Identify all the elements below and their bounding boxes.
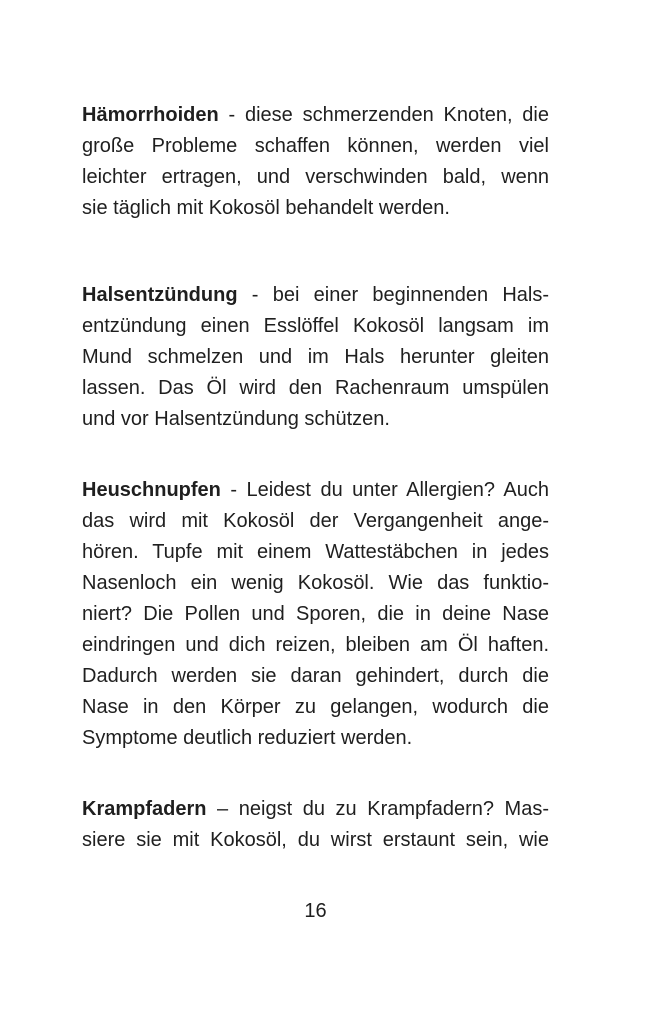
- text-line: lassen. Das Öl wird den Rachenraum umspülen: [82, 377, 549, 399]
- page-number: 16: [304, 900, 327, 922]
- paragraph-lead: Hämorrhoiden: [82, 104, 219, 126]
- paragraph-lead: Heuschnupfen: [82, 479, 221, 501]
- text-line: entzündung einen Esslöffel Kokosöl langsam im: [82, 315, 549, 337]
- text-line: Symptome deutlich reduziert werden.: [82, 727, 413, 749]
- text-line: eindringen und dich reizen, bleiben am Öl haften.: [82, 634, 549, 656]
- text-line: Nasenloch ein wenig Kokosöl. Wie das funktio-: [82, 572, 549, 594]
- paragraph-4: [82, 794, 549, 856]
- text-line: Halsentzündung - bei einer beginnenden Hals-: [82, 284, 549, 306]
- paragraph-lead: Krampfadern: [82, 798, 207, 820]
- text-line: leichter ertragen, und verschwinden bald, wenn: [82, 166, 549, 188]
- text-line: und vor Halsentzündung schützen.: [82, 408, 390, 430]
- text-line: siere sie mit Kokosöl, du wirst erstaunt sein, wie: [82, 829, 549, 851]
- text-line: hören. Tupfe mit einem Wattestäbchen in jedes: [82, 541, 549, 563]
- text-line: das wird mit Kokosöl der Vergangenheit ange-: [82, 510, 549, 532]
- text-line: Dadurch werden sie daran gehindert, durch die: [82, 665, 549, 687]
- paragraph-1: [82, 100, 549, 224]
- text-line: Krampfadern – neigst du zu Krampfadern? Mas-: [82, 798, 549, 820]
- paragraph-2: [82, 280, 549, 435]
- text-line: Nase in den Körper zu gelangen, wodurch die: [82, 696, 549, 718]
- text-line: niert? Die Pollen und Sporen, die in deine Nase: [82, 603, 549, 625]
- text-line: Hämorrhoiden - diese schmerzenden Knoten, die: [82, 104, 549, 126]
- text-line: Heuschnupfen - Leidest du unter Allergien? Auch: [82, 479, 549, 501]
- page-body: [82, 100, 549, 856]
- paragraph-lead: Halsentzündung: [82, 284, 238, 306]
- text-line: große Probleme schaffen können, werden viel: [82, 135, 549, 157]
- paragraph-3: [82, 475, 549, 754]
- text-line: sie täglich mit Kokosöl behandelt werden.: [82, 197, 450, 219]
- text-line: Mund schmelzen und im Hals herunter gleiten: [82, 346, 549, 368]
